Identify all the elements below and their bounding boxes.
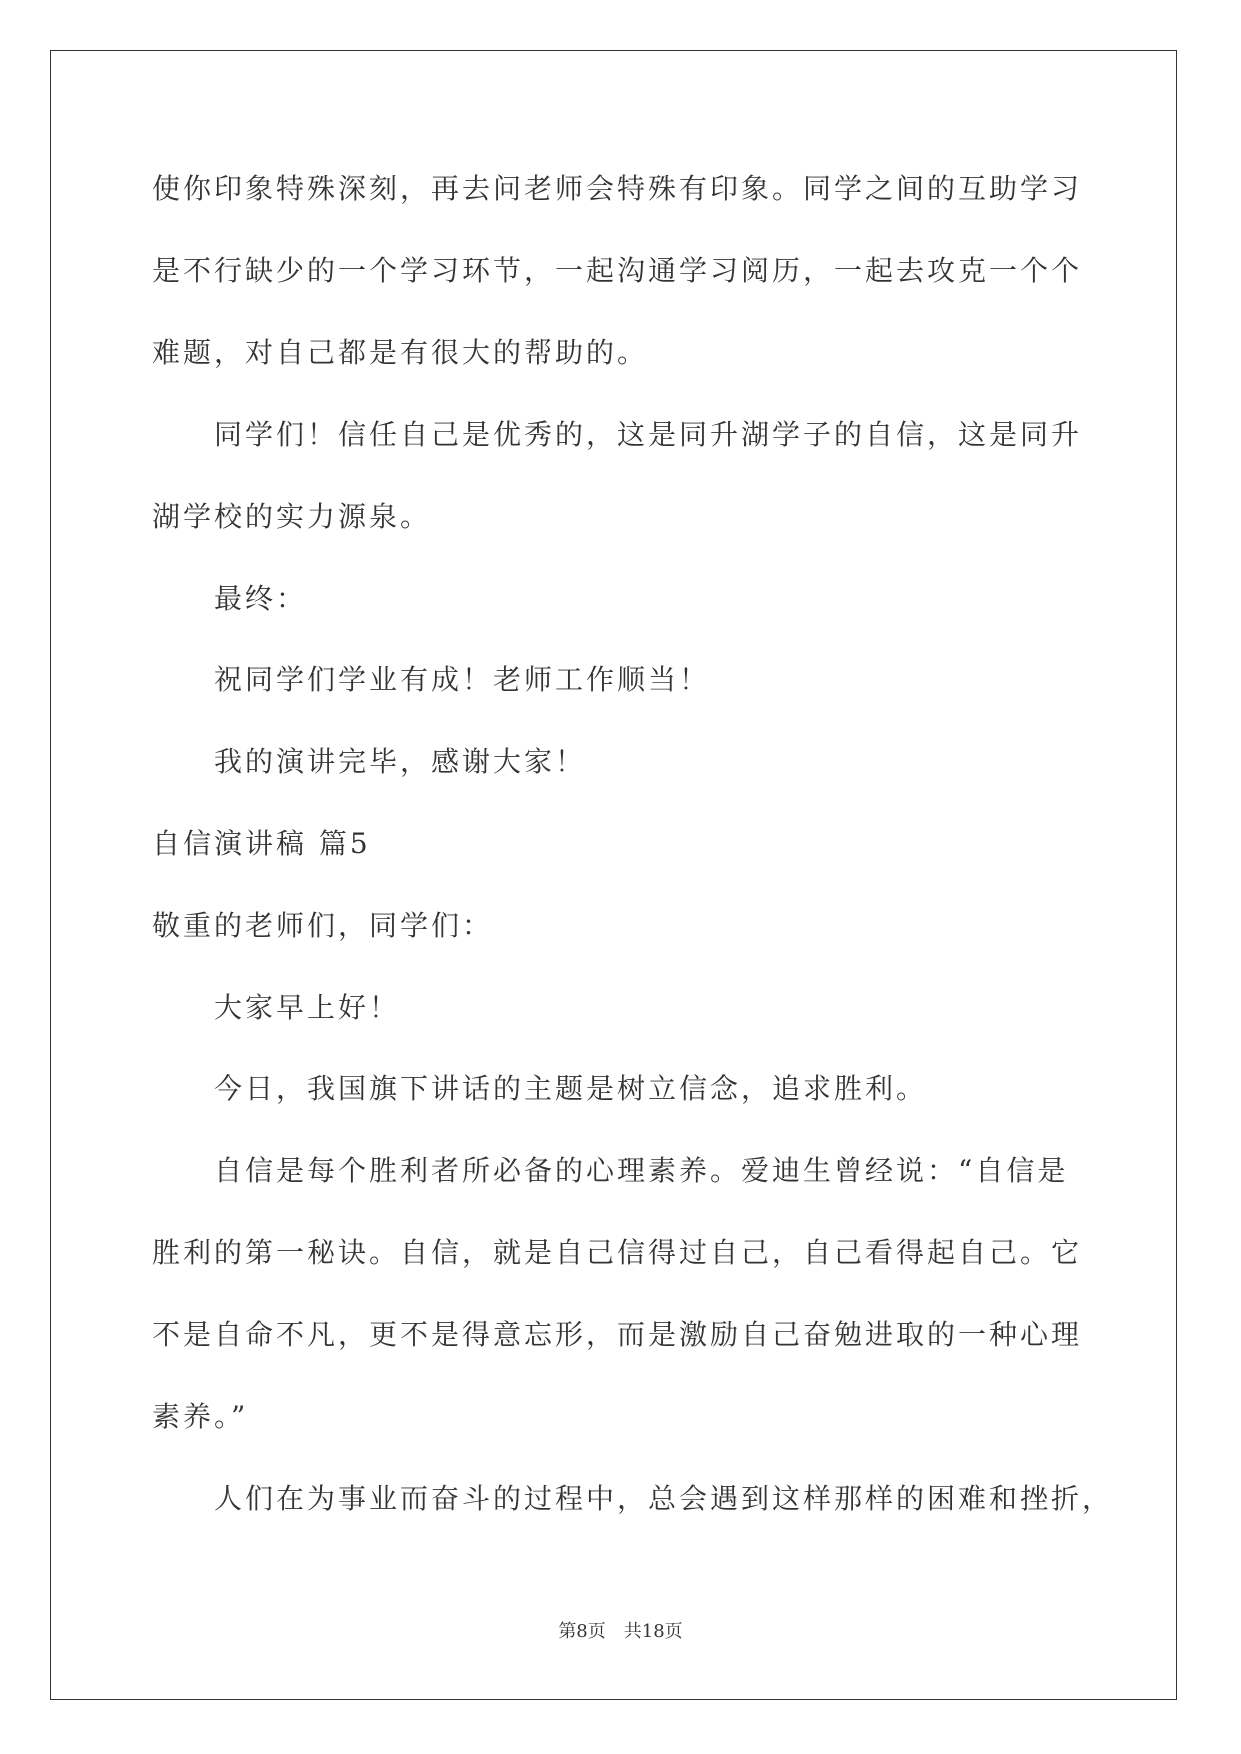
body-line: 今日，我国旗下讲话的主题是树立信念，追求胜利。 (214, 1072, 928, 1105)
salutation: 敬重的老师们，同学们： (152, 909, 494, 942)
page-number-footer: 第8页 共18页 (558, 1621, 683, 1642)
body-line: 最终： (214, 582, 308, 615)
body-line: 使你印象特殊深刻，再去问老师会特殊有印象。同学之间的互助学习 (152, 172, 1083, 205)
body-line: 祝同学们学业有成！老师工作顺当！ (214, 663, 711, 696)
body-line: 素养。” (152, 1400, 249, 1433)
body-line: 胜利的第一秘诀。自信，就是自己信得过自己，自己看得起自己。它 (152, 1236, 1083, 1269)
section-heading: 自信演讲稿 篇5 (152, 827, 371, 860)
body-line: 人们在为事业而奋斗的过程中，总会遇到这样那样的困难和挫折， (214, 1482, 1114, 1515)
body-line: 湖学校的实力源泉。 (152, 500, 432, 533)
page-frame (50, 50, 1177, 1700)
body-line: 大家早上好！ (214, 991, 401, 1024)
body-line: 自信是每个胜利者所必备的心理素养。爱迪生曾经说：“自信是 (214, 1154, 1069, 1187)
body-line: 难题，对自己都是有很大的帮助的。 (152, 336, 649, 369)
body-line: 不是自命不凡，更不是得意忘形，而是激励自己奋勉进取的一种心理 (152, 1318, 1083, 1351)
body-line: 同学们！信任自己是优秀的，这是同升湖学子的自信，这是同升 (214, 418, 1083, 451)
body-line: 我的演讲完毕，感谢大家！ (214, 745, 587, 778)
body-line: 是不行缺少的一个学习环节，一起沟通学习阅历，一起去攻克一个个 (152, 254, 1083, 287)
